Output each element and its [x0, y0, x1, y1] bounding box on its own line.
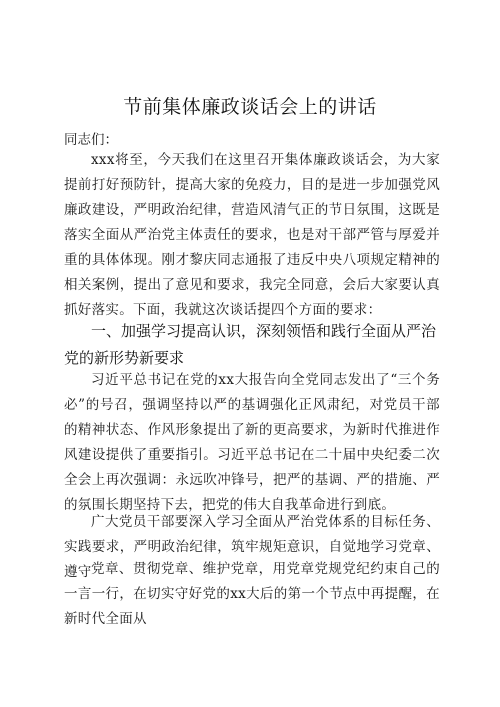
paragraph-party-constitution: 党章、贯彻党章、维护党章，用党章党规党纪约束自己的一言一行，在切实守好党的xx大后的第一个节点中再提醒，在新时代全面从	[64, 561, 440, 627]
salutation: 同志们：	[64, 132, 118, 148]
paragraph-intro: xxx将至，今天我们在这里召开集体廉政谈话会，为大家提前打好预防针，提高大家的免疫力，目的是进一步加强党风廉政建设，严明政治纪律，营造风清气正的节日氛围，这既是落实全面从严治党主体责任的要求，也是对干部严管与厚爱并重的具体体现。刚才黎庆同志通报了违反中央八项规定精神的相关案例，提出了意见和要求，我完全同意，会后大家要认真抓好落实。下面，我就这次谈话提四个方面的要求：	[64, 152, 440, 318]
paragraph-party-members: 广大党员干部要深入学习全面从严治党体系的目标任务、实践要求，严明政治纪律，筑牢规矩意识，自觉地学习党章、遵守	[64, 514, 440, 580]
paragraph-xi-speech: 习近平总书记在党的xx大报告向全党同志发出了“三个务必”的号召，强调坚持以严的基调强化正风肃纪，对党员干部的精神状态、作风形象提出了新的更高要求，为新时代推进作风建设提供了重要指引。习近平总书记在二十届中央纪委二次全会上再次强调：永远吹冲锋号，把严的基调、严的措施、严的氛围长期坚持下去，把党的伟大自我革命进行到底。	[64, 372, 440, 513]
document-title: 节前集体廉政谈话会上的讲话	[123, 96, 377, 118]
section-heading-1: 一、加强学习提高认识，深刻领悟和践行全面从严治党的新形势新要求	[64, 322, 437, 367]
